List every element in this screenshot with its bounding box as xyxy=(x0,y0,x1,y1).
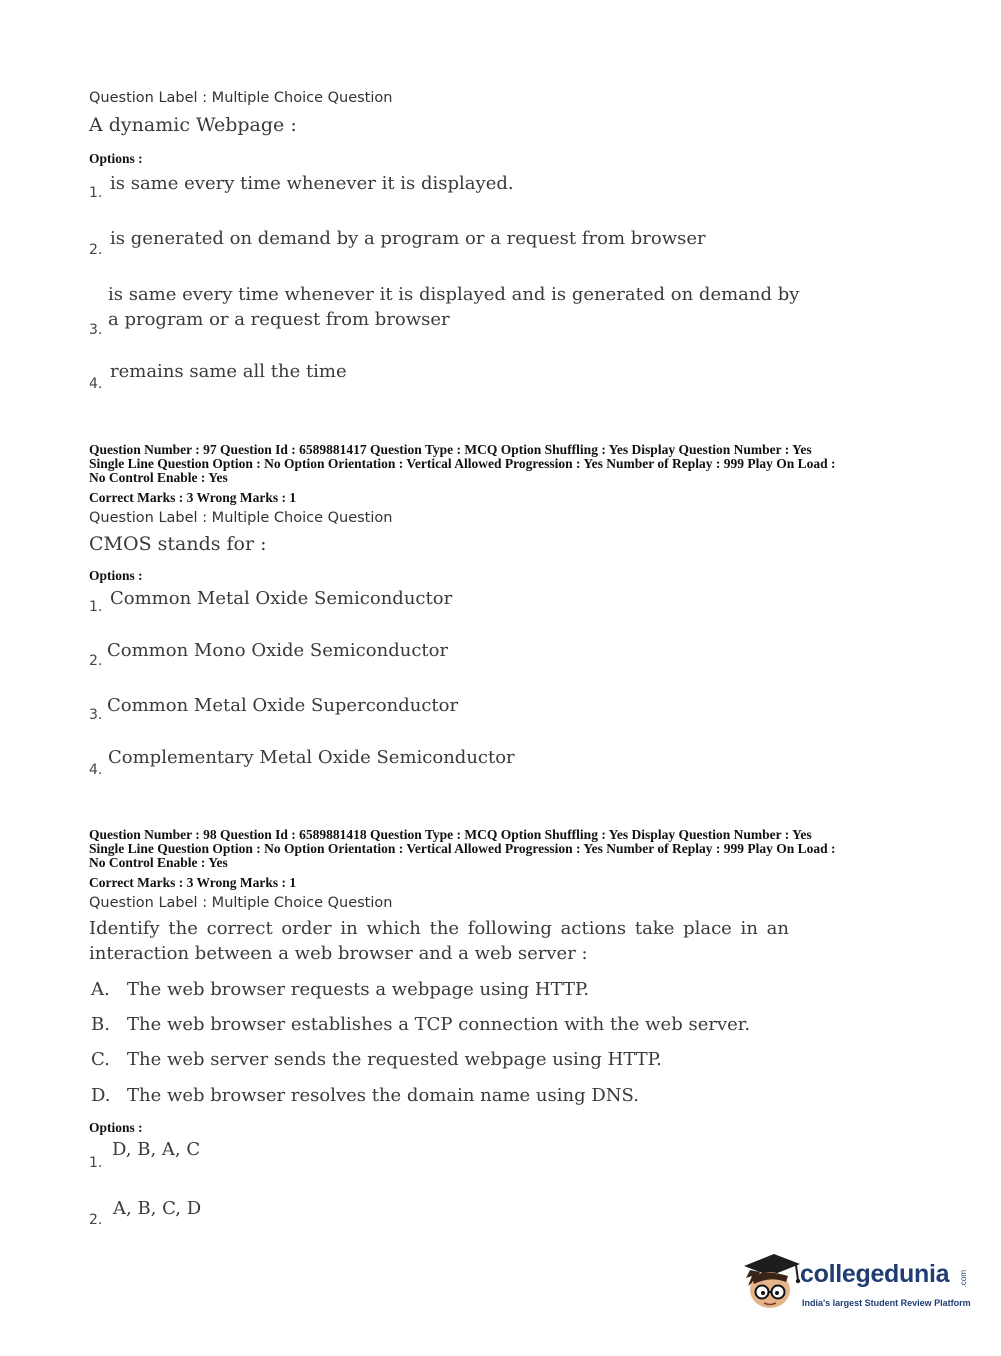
question-text: CMOS stands for : xyxy=(89,533,267,555)
option-text-line2: a program or a request from browser xyxy=(108,309,450,330)
logo-name: collegedunia xyxy=(800,1260,950,1288)
option-number: 2. xyxy=(89,653,103,669)
option-text-line1: is same every time whenever it is displayed and is generated on demand by xyxy=(108,284,800,305)
statement-letter: D. xyxy=(91,1085,111,1106)
option-number: 1. xyxy=(89,599,103,615)
question-meta-line: Question Number : 97 Question Id : 6589881417 Question Type : MCQ Option Shuffling : Yes Display Question Number : Yes xyxy=(89,442,812,457)
question-meta-line: No Control Enable : Yes xyxy=(89,470,228,485)
option-number: 4. xyxy=(89,762,103,778)
option-text: remains same all the time xyxy=(110,361,347,382)
option-number: 2. xyxy=(89,242,103,258)
statement-text: The web server sends the requested webpage using HTTP. xyxy=(127,1049,662,1070)
question-marks: Correct Marks : 3 Wrong Marks : 1 xyxy=(89,490,297,505)
question-label: Question Label : Multiple Choice Question xyxy=(89,90,393,106)
question-meta-line: Question Number : 98 Question Id : 6589881418 Question Type : MCQ Option Shuffling : Yes Display Question Number : Yes xyxy=(89,827,812,842)
option-number: 1. xyxy=(89,1155,103,1171)
options-heading: Options : xyxy=(89,151,143,166)
option-text: Common Metal Oxide Superconductor xyxy=(107,695,459,716)
statement-text: The web browser requests a webpage using HTTP. xyxy=(127,979,590,1000)
option-text: Complementary Metal Oxide Semiconductor xyxy=(108,747,515,768)
question-meta-line: Single Line Question Option : No Option Orientation : Vertical Allowed Progression : Yes Number of Replay : 999 Play On Load : xyxy=(89,841,836,856)
options-heading: Options : xyxy=(89,568,143,583)
option-number: 3. xyxy=(89,707,103,723)
option-text: A, B, C, D xyxy=(113,1198,202,1219)
statement-letter: B. xyxy=(91,1014,110,1035)
option-number: 1. xyxy=(89,185,103,201)
question-text-line1: Identify the correct order in which the following actions take place in an xyxy=(89,918,789,939)
question-meta-line: Single Line Question Option : No Option Orientation : Vertical Allowed Progression : Yes Number of Replay : 999 Play On Load : xyxy=(89,456,836,471)
option-text: Common Metal Oxide Semiconductor xyxy=(110,588,453,609)
statement-letter: A. xyxy=(91,979,110,1000)
logo-suffix: .com xyxy=(959,1270,968,1288)
question-label: Question Label : Multiple Choice Question xyxy=(89,895,393,911)
question-text: A dynamic Webpage : xyxy=(89,114,297,136)
option-text: D, B, A, C xyxy=(112,1139,201,1160)
statement-text: The web browser resolves the domain name using DNS. xyxy=(127,1085,639,1106)
question-meta-line: No Control Enable : Yes xyxy=(89,855,228,870)
logo-tagline: India's largest Student Review Platform xyxy=(802,1298,971,1308)
mascot-icon xyxy=(740,1248,802,1314)
statement-text: The web browser establishes a TCP connection with the web server. xyxy=(127,1014,751,1035)
option-text: is same every time whenever it is displayed. xyxy=(110,173,514,194)
option-text: is generated on demand by a program or a request from browser xyxy=(110,228,706,249)
statement-letter: C. xyxy=(91,1049,110,1070)
option-text: Common Mono Oxide Semiconductor xyxy=(107,640,449,661)
question-label: Question Label : Multiple Choice Question xyxy=(89,510,393,526)
question-text-line2: interaction between a web browser and a web server : xyxy=(89,943,588,964)
options-heading: Options : xyxy=(89,1120,143,1135)
collegedunia-logo xyxy=(740,1248,972,1320)
option-number: 4. xyxy=(89,376,103,392)
option-number: 2. xyxy=(89,1212,103,1228)
option-number: 3. xyxy=(89,322,103,338)
question-marks: Correct Marks : 3 Wrong Marks : 1 xyxy=(89,875,297,890)
